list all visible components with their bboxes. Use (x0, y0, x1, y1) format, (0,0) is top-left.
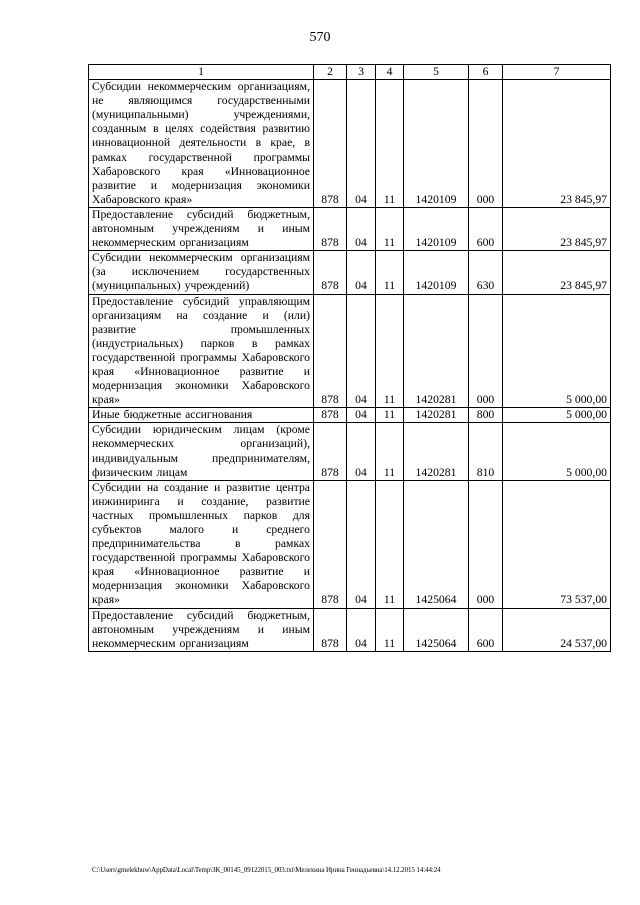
row-code-expense-type: 000 (469, 294, 503, 408)
row-code-ministry: 878 (314, 80, 347, 208)
row-code-target: 1420109 (404, 251, 469, 294)
header-col-7: 7 (503, 65, 611, 80)
table-row (89, 608, 611, 651)
row-code-section: 04 (347, 408, 376, 423)
row-code-expense-type: 000 (469, 480, 503, 608)
row-description: Предоставление субсидий управляющим организациям на создание и (или) развитие промышленных (индустриальных) парков в рамках государственной программы Хабаровского края «Инновационное развитие и модернизация экономики Хабаровского края» (89, 294, 314, 408)
row-code-subsection: 11 (376, 251, 404, 294)
row-code-ministry: 878 (314, 408, 347, 423)
row-code-ministry: 878 (314, 423, 347, 480)
row-code-subsection: 11 (376, 608, 404, 651)
row-code-expense-type: 800 (469, 408, 503, 423)
header-col-1: 1 (89, 65, 314, 80)
row-amount: 24 537,00 (503, 608, 611, 651)
row-description: Иные бюджетные ассигнования (89, 408, 314, 423)
row-amount: 5 000,00 (503, 294, 611, 408)
row-code-section: 04 (347, 294, 376, 408)
row-code-target: 1420109 (404, 207, 469, 250)
row-code-subsection: 11 (376, 294, 404, 408)
row-code-section: 04 (347, 80, 376, 208)
row-code-section: 04 (347, 423, 376, 480)
row-code-target: 1420281 (404, 423, 469, 480)
table-header-row (89, 65, 611, 80)
row-code-subsection: 11 (376, 207, 404, 250)
row-code-ministry: 878 (314, 608, 347, 651)
row-code-expense-type: 810 (469, 423, 503, 480)
row-code-subsection: 11 (376, 480, 404, 608)
row-code-section: 04 (347, 207, 376, 250)
row-amount: 23 845,97 (503, 207, 611, 250)
row-code-subsection: 11 (376, 408, 404, 423)
row-code-expense-type: 600 (469, 207, 503, 250)
row-code-target: 1420281 (404, 294, 469, 408)
table-row (89, 294, 611, 408)
row-code-expense-type: 630 (469, 251, 503, 294)
row-code-target: 1425064 (404, 480, 469, 608)
row-code-ministry: 878 (314, 251, 347, 294)
file-path-footer: C:\Users\gmelekhuw\AppData\Local\Temp\ЗК_00145_09122015_003.txt\Мелехина Ирина Геннадьевна\14.12.2015 14:44:24 (92, 866, 441, 874)
row-amount: 5 000,00 (503, 423, 611, 480)
row-code-ministry: 878 (314, 480, 347, 608)
row-description: Предоставление субсидий бюджетным, автономным учреждениям и иным некоммерческим организациям (89, 608, 314, 651)
table-row (89, 207, 611, 250)
row-code-section: 04 (347, 480, 376, 608)
table-row (89, 80, 611, 208)
row-code-target: 1420281 (404, 408, 469, 423)
row-code-subsection: 11 (376, 423, 404, 480)
header-col-2: 2 (314, 65, 347, 80)
row-description: Субсидии на создание и развитие центра инжиниринга и создание, развитие частных промышленных парков для субъектов малого и среднего предпринимательства в рамках государственной программы Хабаровского края «Инновационное развитие и модернизация экономики Хабаровского края» (89, 480, 314, 608)
table-row (89, 251, 611, 294)
header-col-6: 6 (469, 65, 503, 80)
row-code-expense-type: 000 (469, 80, 503, 208)
page-number: 570 (309, 30, 331, 45)
row-description: Субсидии юридическим лицам (кроме некоммерческих организаций), индивидуальным предпринимателям, физическим лицам (89, 423, 314, 480)
row-code-expense-type: 600 (469, 608, 503, 651)
table-row (89, 408, 611, 423)
row-code-section: 04 (347, 251, 376, 294)
row-amount: 23 845,97 (503, 80, 611, 208)
row-description: Предоставление субсидий бюджетным, автономным учреждениям и иным некоммерческим организациям (89, 207, 314, 250)
row-code-ministry: 878 (314, 294, 347, 408)
row-description: Субсидии некоммерческим организациям (за исключением государственных (муниципальных) учреждений) (89, 251, 314, 294)
row-amount: 73 537,00 (503, 480, 611, 608)
row-amount: 5 000,00 (503, 408, 611, 423)
row-code-section: 04 (347, 608, 376, 651)
row-code-target: 1420109 (404, 80, 469, 208)
header-col-4: 4 (376, 65, 404, 80)
row-code-ministry: 878 (314, 207, 347, 250)
table-row (89, 480, 611, 608)
row-code-target: 1425064 (404, 608, 469, 651)
header-col-3: 3 (347, 65, 376, 80)
budget-table (88, 64, 611, 652)
header-col-5: 5 (404, 65, 469, 80)
row-description: Субсидии некоммерческим организациям, не являющимся государственными (муниципальными) учреждениями, созданным в целях содействия развитию инновационной деятельности в крае, в рамках государственной программы Хабаровского края «Инновационное развитие и модернизация экономики Хабаровского края» (89, 80, 314, 208)
row-amount: 23 845,97 (503, 251, 611, 294)
table-row (89, 423, 611, 480)
row-code-subsection: 11 (376, 80, 404, 208)
